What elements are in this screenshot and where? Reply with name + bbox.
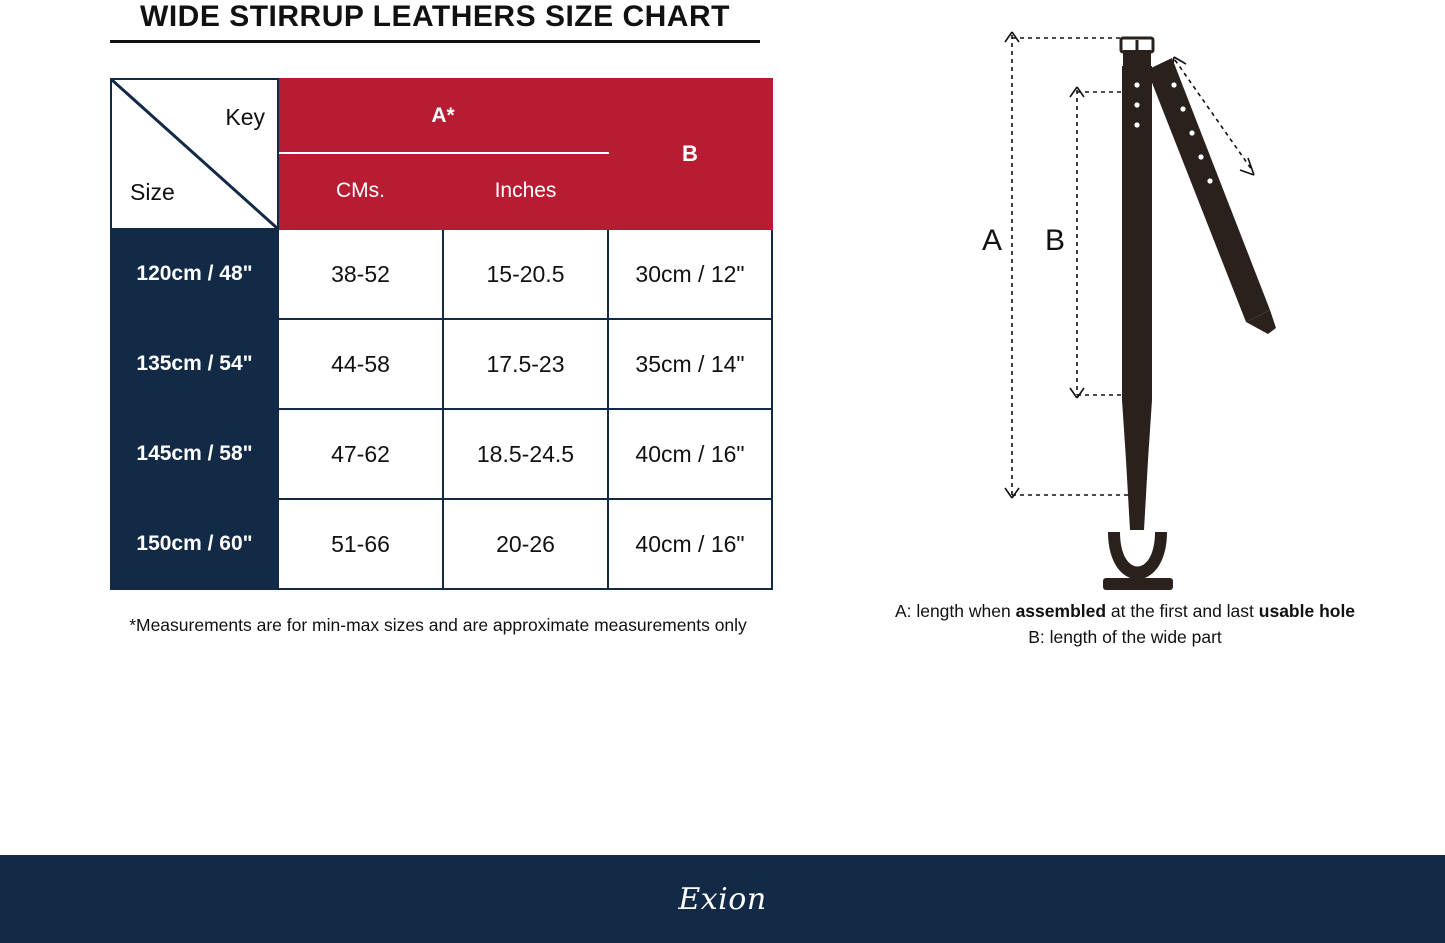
diagram-legend	[820, 598, 1430, 651]
group-header-b: B	[608, 79, 772, 229]
right-column	[800, 0, 1445, 860]
row-inches-value: 17.5-23	[443, 319, 608, 409]
leather-strap-body	[1122, 66, 1152, 530]
row-size-label: 135cm / 54"	[111, 319, 278, 409]
row-cms-value: 47-62	[278, 409, 443, 499]
leather-strap-tail	[1147, 58, 1276, 334]
legend-a-bold-assembled: assembled	[1015, 601, 1107, 621]
table-row	[111, 499, 772, 589]
corner-size-label: Size	[130, 179, 175, 205]
legend-line-a	[820, 598, 1430, 624]
dimension-b-label: B	[1045, 224, 1066, 257]
table-row	[111, 319, 772, 409]
row-size-label: 150cm / 60"	[111, 499, 278, 589]
table-row	[111, 409, 772, 499]
dimension-a-label: A	[982, 224, 1003, 257]
brand-logo: Exion	[678, 881, 767, 917]
row-b-value: 30cm / 12"	[608, 229, 772, 319]
legend-a-mid: at the first and last	[1106, 601, 1259, 621]
row-size-label: 145cm / 58"	[111, 409, 278, 499]
table-header-row-1	[111, 79, 772, 153]
row-cms-value: 38-52	[278, 229, 443, 319]
row-b-value: 40cm / 16"	[608, 499, 772, 589]
stirrup-iron-icon	[1103, 532, 1173, 590]
stirrup-leather-diagram	[800, 10, 1445, 600]
row-inches-value: 15-20.5	[443, 229, 608, 319]
row-b-value: 35cm / 14"	[608, 319, 772, 409]
row-cms-value: 51-66	[278, 499, 443, 589]
footer-bar	[0, 855, 1445, 943]
table-row	[111, 229, 772, 319]
legend-line-b: B: length of the wide part	[1028, 627, 1222, 648]
measurements-footnote: *Measurements are for min-max sizes and are approximate measurements only	[129, 615, 747, 635]
row-size-label: 120cm / 48"	[111, 229, 278, 319]
stirrup-leather-illustration-icon	[800, 10, 1445, 600]
sub-header-cms: CMs.	[278, 153, 443, 229]
row-b-value: 40cm / 16"	[608, 409, 772, 499]
row-cms-value: 44-58	[278, 319, 443, 409]
corner-key-label: Key	[225, 104, 265, 130]
sub-header-inches: Inches	[443, 153, 608, 229]
row-inches-value: 18.5-24.5	[443, 409, 608, 499]
size-chart-table	[110, 78, 773, 590]
legend-a-pre: A: length when	[894, 601, 1016, 621]
legend-a-bold-usable-hole: usable hole	[1258, 601, 1356, 621]
corner-key-size-cell	[111, 79, 278, 229]
group-header-a: A*	[278, 79, 608, 153]
buckle-icon	[1121, 38, 1153, 68]
row-inches-value: 20-26	[443, 499, 608, 589]
page-title: WIDE STIRRUP LEATHERS SIZE CHART	[110, 0, 760, 43]
